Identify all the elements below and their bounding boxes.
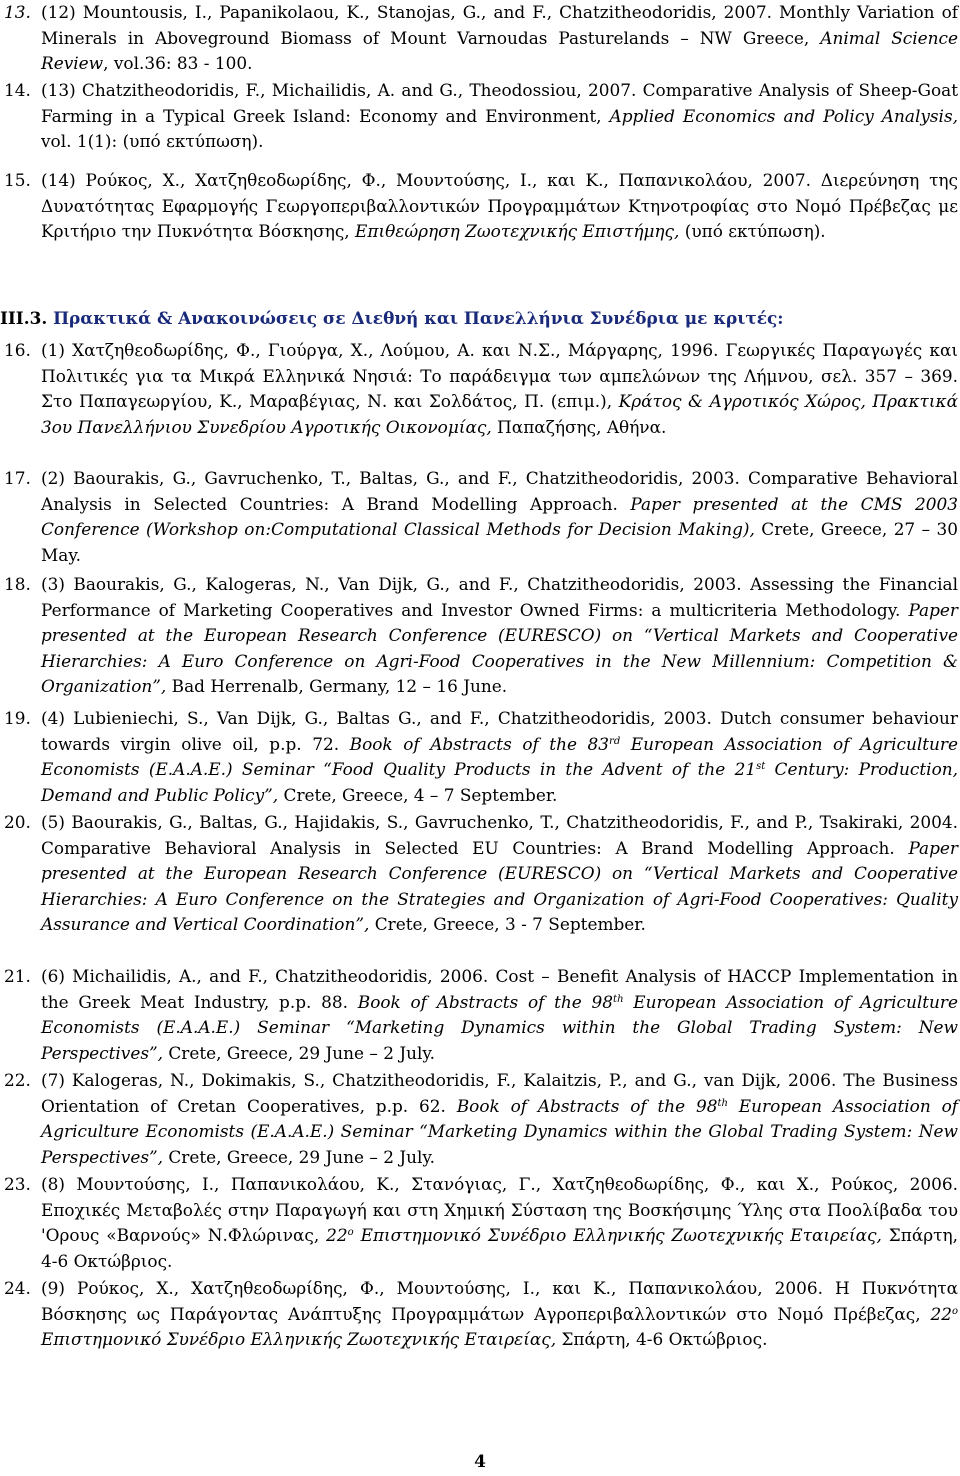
reference-entry	[0, 1068, 958, 1170]
entry-text: (4) Lubieniechi, S., Van Dijk, G., Baltas G., and F., Chatzitheodoridis, 2003. Dutch consumer behaviour towards virgin olive oil, p.p. 72. Book of Abstracts of the 83rd European Association of Agriculture Economists (E.A.A.E.) Seminar “Food Quality Products in the Advent of the 21st Century: Production, Demand and Public Policy”, Crete, Greece, 4 – 7 September.	[41, 708, 958, 805]
reference-entry	[0, 338, 958, 440]
entry-text: (6) Michailidis, A., and F., Chatzitheodoridis, 2006. Cost – Benefit Analysis of HACCP Implementation in the Greek Meat Industry, p.p. 88. Book of Abstracts of the 98th European Association of Agriculture Economists (E.A.A.E.) Seminar “Marketing Dynamics within the Global Trading System: New Perspectives”, Crete, Greece, 29 June – 2 July.	[41, 966, 958, 1063]
reference-entry	[0, 466, 958, 568]
entry-text: (12) Mountousis, I., Papanikolaou, K., Stanojas, G., and F., Chatzitheodoridis, 2007. Monthly Variation of Minerals in Aboveground Biomass of Mount Varnoudas Pasturelands – NW Greece, Animal Science Review, vol.36: 83 - 100.	[41, 2, 958, 74]
reference-entry	[0, 706, 958, 808]
entry-number: 15.	[4, 170, 31, 190]
section-number: III.3.	[0, 308, 48, 328]
page-number: 4	[474, 1452, 486, 1472]
section-heading	[0, 306, 958, 332]
reference-entry	[0, 78, 958, 155]
entry-text: (5) Baourakis, G., Baltas, G., Hajidakis, S., Gavruchenko, T., Chatzitheodoridis, F., and P., Tsakiraki, 2004. Comparative Behavioral Analysis in Selected EU Countries: A Brand Modelling Approach. Paper presented at the European Research Conference (EURESCO) on “Vertical Markets and Cooperative Hierarchies: A Euro Conference on the Strategies and Organization of Agri-Food Cooperatives: Quality Assurance and Vertical Coordination”, Crete, Greece, 3 - 7 September.	[41, 812, 958, 935]
entry-number: 18.	[4, 574, 31, 594]
reference-entry	[0, 1276, 958, 1353]
entry-text: (3) Baourakis, G., Kalogeras, N., Van Dijk, G., and F., Chatzitheodoridis, 2003. Assessing the Financial Performance of Marketing Cooperatives and Investor Owned Firms: a multicriteria Methodology. Paper presented at the European Research Conference (EURESCO) on “Vertical Markets and Cooperative Hierarchies: A Euro Conference on Agri-Food Cooperatives in the New Millennium: Competition & Organization”, Bad Herrenalb, Germany, 12 – 16 June.	[41, 574, 958, 697]
reference-entry	[0, 168, 958, 245]
entry-text: (1) Χατζηθεοδωρίδης, Φ., Γιούργα, Χ., Λούμου, Α. και Ν.Σ., Μάργαρης, 1996. Γεωργικές Παραγωγές και Πολιτικές για τα Μικρά Ελληνικά Νησιά: Το παράδειγμα των αμπελώνων της Λήμνου, σελ. 357 – 369. Στο Παπαγεωργίου, Κ., Μαραβέγιας, Ν. και Σολδάτος, Π. (επιμ.), Κράτος & Αγροτικός Χώρος, Πρακτικά 3ου Πανελλήνιου Συνεδρίου Αγροτικής Οικονομίας, Παπαζήσης, Αθήνα.	[41, 340, 958, 437]
entry-text: (9) Ρούκος, Χ., Χατζηθεοδωρίδης, Φ., Μουντούσης, Ι., και Κ., Παπανικολάου, 2006. Η Πυκνότητα Βόσκησης ως Παράγοντας Ανάπτυξης Προγραμμάτων Αγροπεριβαλλοντικών στο Νομό Πρέβεζας, $22^o$ Επιστημονικό Συνέδριο Ελληνικής Ζωοτεχνικής Εταιρείας, Σπάρτη, 4-6 Οκτώβριος.	[41, 1278, 958, 1350]
entry-number: 24.	[4, 1278, 31, 1298]
section-title: Πρακτικά & Ανακοινώσεις σε Διεθνή και Πανελλήνια Συνέδρια με κριτές:	[47, 308, 784, 328]
entry-number: 21.	[4, 966, 31, 986]
reference-entry	[0, 964, 958, 1066]
entry-text: (2) Baourakis, G., Gavruchenko, T., Baltas, G., and F., Chatzitheodoridis, 2003. Comparative Behavioral Analysis in Selected Countries: A Brand Modelling Approach. Paper presented at the CMS 2003 Conference (Workshop on:Computational Classical Methods for Decision Making), Crete, Greece, 27 – 30 May.	[41, 468, 958, 565]
reference-entry	[0, 810, 958, 938]
entry-number: 16.	[4, 340, 31, 360]
reference-entry	[0, 0, 958, 77]
entry-number: 20.	[4, 812, 31, 832]
entry-text: (7) Kalogeras, N., Dokimakis, S., Chatzitheodoridis, F., Kalaitzis, P., and G., van Dijk, 2006. The Business Orientation of Cretan Cooperatives, p.p. 62. Book of Abstracts of the 98th European Association of Agriculture Economists (E.A.A.E.) Seminar “Marketing Dynamics within the Global Trading System: New Perspectives”, Crete, Greece, 29 June – 2 July.	[41, 1070, 958, 1167]
reference-entry	[0, 572, 958, 700]
entry-number: 23.	[4, 1174, 31, 1194]
reference-entry	[0, 1172, 958, 1274]
entry-text: (13) Chatzitheodoridis, F., Michailidis, A. and G., Theodossiou, 2007. Comparative Analysis of Sheep-Goat Farming in a Typical Greek Island: Economy and Environment, Applied Economics and Policy Analysis, vol. 1(1): (υπό εκτύπωση).	[41, 80, 959, 152]
entry-number: 17.	[4, 468, 31, 488]
entry-text: (8) Μουντούσης, Ι., Παπανικολάου, Κ., Στανόγιας, Γ., Χατζηθεοδωρίδης, Φ., και Χ., Ρούκος, 2006. Εποχικές Μεταβολές στην Παραγωγή και στη Χημική Σύσταση της Βοσκήσιμης Ύλης στα Ποολίβαδα του 'Ορους «Βαρνούς» Ν.Φλώρινας, $22^o$ Επιστημονικό Συνέδριο Ελληνικής Ζωοτεχνικής Εταιρείας, Σπάρτη, 4-6 Οκτώβριος.	[41, 1174, 958, 1271]
entry-number: 13.	[4, 2, 31, 22]
entry-number: 14.	[4, 80, 31, 100]
entry-text: (14) Ρούκος, Χ., Χατζηθεοδωρίδης, Φ., Μουντούσης, Ι., και Κ., Παπανικολάου, 2007. Διερεύνηση της Δυνατότητας Εφαρμογής Γεωργοπεριβαλλοντικών Προγραμμάτων Κτηνοτροφίας στο Νομό Πρέβεζας με Κριτήριο την Πυκνότητα Βόσκησης, Επιθεώρηση Ζωοτεχνικής Επιστήμης, (υπό εκτύπωση).	[41, 170, 958, 242]
entry-number: 22.	[4, 1070, 31, 1090]
entry-number: 19.	[4, 708, 31, 728]
